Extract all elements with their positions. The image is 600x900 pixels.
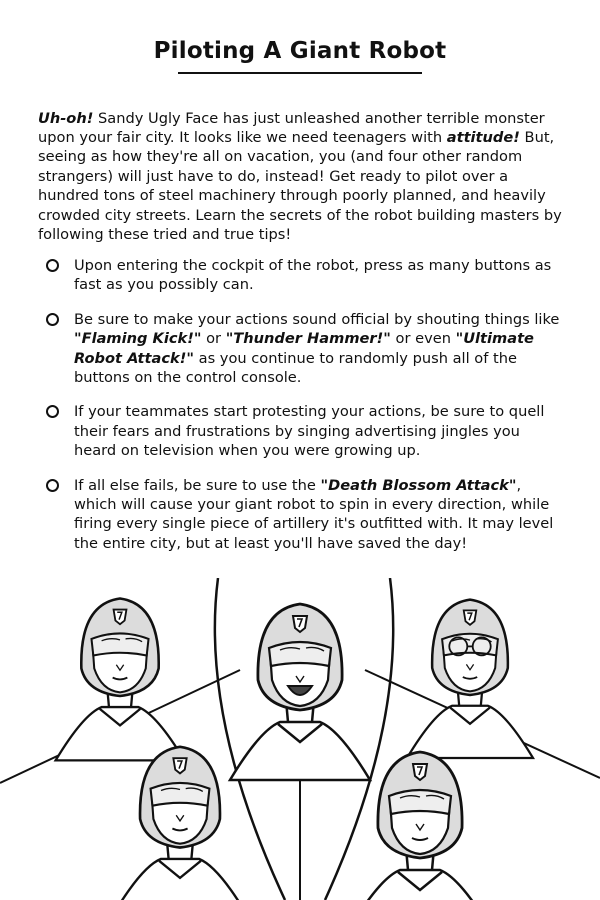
- intro-text-2: But, seeing as how they're all on vacation, you (and four other random strangers) will just have to do, instead! Get ready to pilot over a hundred tons of steel machinery through poorly planned, and heavily crowded city streets. Learn the secrets of the robot building masters by following these tried and true tips!: [38, 129, 562, 244]
- pilot-figure-top-right: [407, 600, 533, 758]
- pilot-figure-top-left: [56, 598, 185, 760]
- intro-lead: Uh-oh!: [38, 109, 94, 127]
- tip-item-2: [38, 310, 566, 388]
- bullet-circle-icon: [46, 259, 59, 272]
- bullet-circle-icon: [46, 479, 59, 492]
- intro-text-1: Sandy Ugly Face has just unleashed another terrible monster upon your fair city. It looks like we need teenagers with: [38, 109, 545, 146]
- tip-2-text-4: as you continue to randomly push all of the buttons on the control console.: [74, 349, 517, 387]
- tip-2-text-2: or: [201, 330, 226, 348]
- bullet-circle-icon: [46, 405, 59, 418]
- pilots-illustration: [0, 578, 600, 900]
- tip-2-text-3: or even: [390, 330, 456, 348]
- tip-item-4: [38, 476, 566, 554]
- tip-1-text: Upon entering the cockpit of the robot, press as many buttons as fast as you possibly can.: [74, 257, 552, 294]
- tips-list: [38, 256, 566, 568]
- tip-3-text: If your teammates start protesting your actions, be sure to quell their fears and frustrations by singing advertising jingles you heard on television when you were growing up.: [74, 403, 545, 460]
- tip-2-emph-3: "Ultimate Robot Attack!": [74, 330, 534, 367]
- tip-item-1: [38, 256, 566, 295]
- pilot-figure-bottom-left: [114, 747, 247, 900]
- tip-2-emph-1: "Flaming Kick!": [74, 330, 202, 348]
- tip-2-text-1: Be sure to make your actions sound official by shouting things like: [74, 310, 560, 328]
- title-underline: [178, 72, 422, 74]
- intro-paragraph: [38, 109, 566, 245]
- tip-4-text-1: If all else fails, be sure to use the: [74, 476, 321, 494]
- tip-4-text-2: , which will cause your giant robot to spin in every direction, while firing every single piece of artillery it's outfitted with. It may level the entire city, but at least you'll have saved the day!: [74, 476, 554, 552]
- tip-2-emph-2: "Thunder Hammer!": [225, 330, 391, 348]
- tip-item-3: [38, 402, 566, 460]
- intro-emphasis: attitude!: [446, 129, 520, 146]
- tip-4-emph-1: "Death Blossom Attack": [320, 476, 517, 494]
- bullet-circle-icon: [46, 313, 59, 326]
- page-title: Piloting A Giant Robot: [153, 38, 447, 64]
- title-wrap: [0, 38, 600, 70]
